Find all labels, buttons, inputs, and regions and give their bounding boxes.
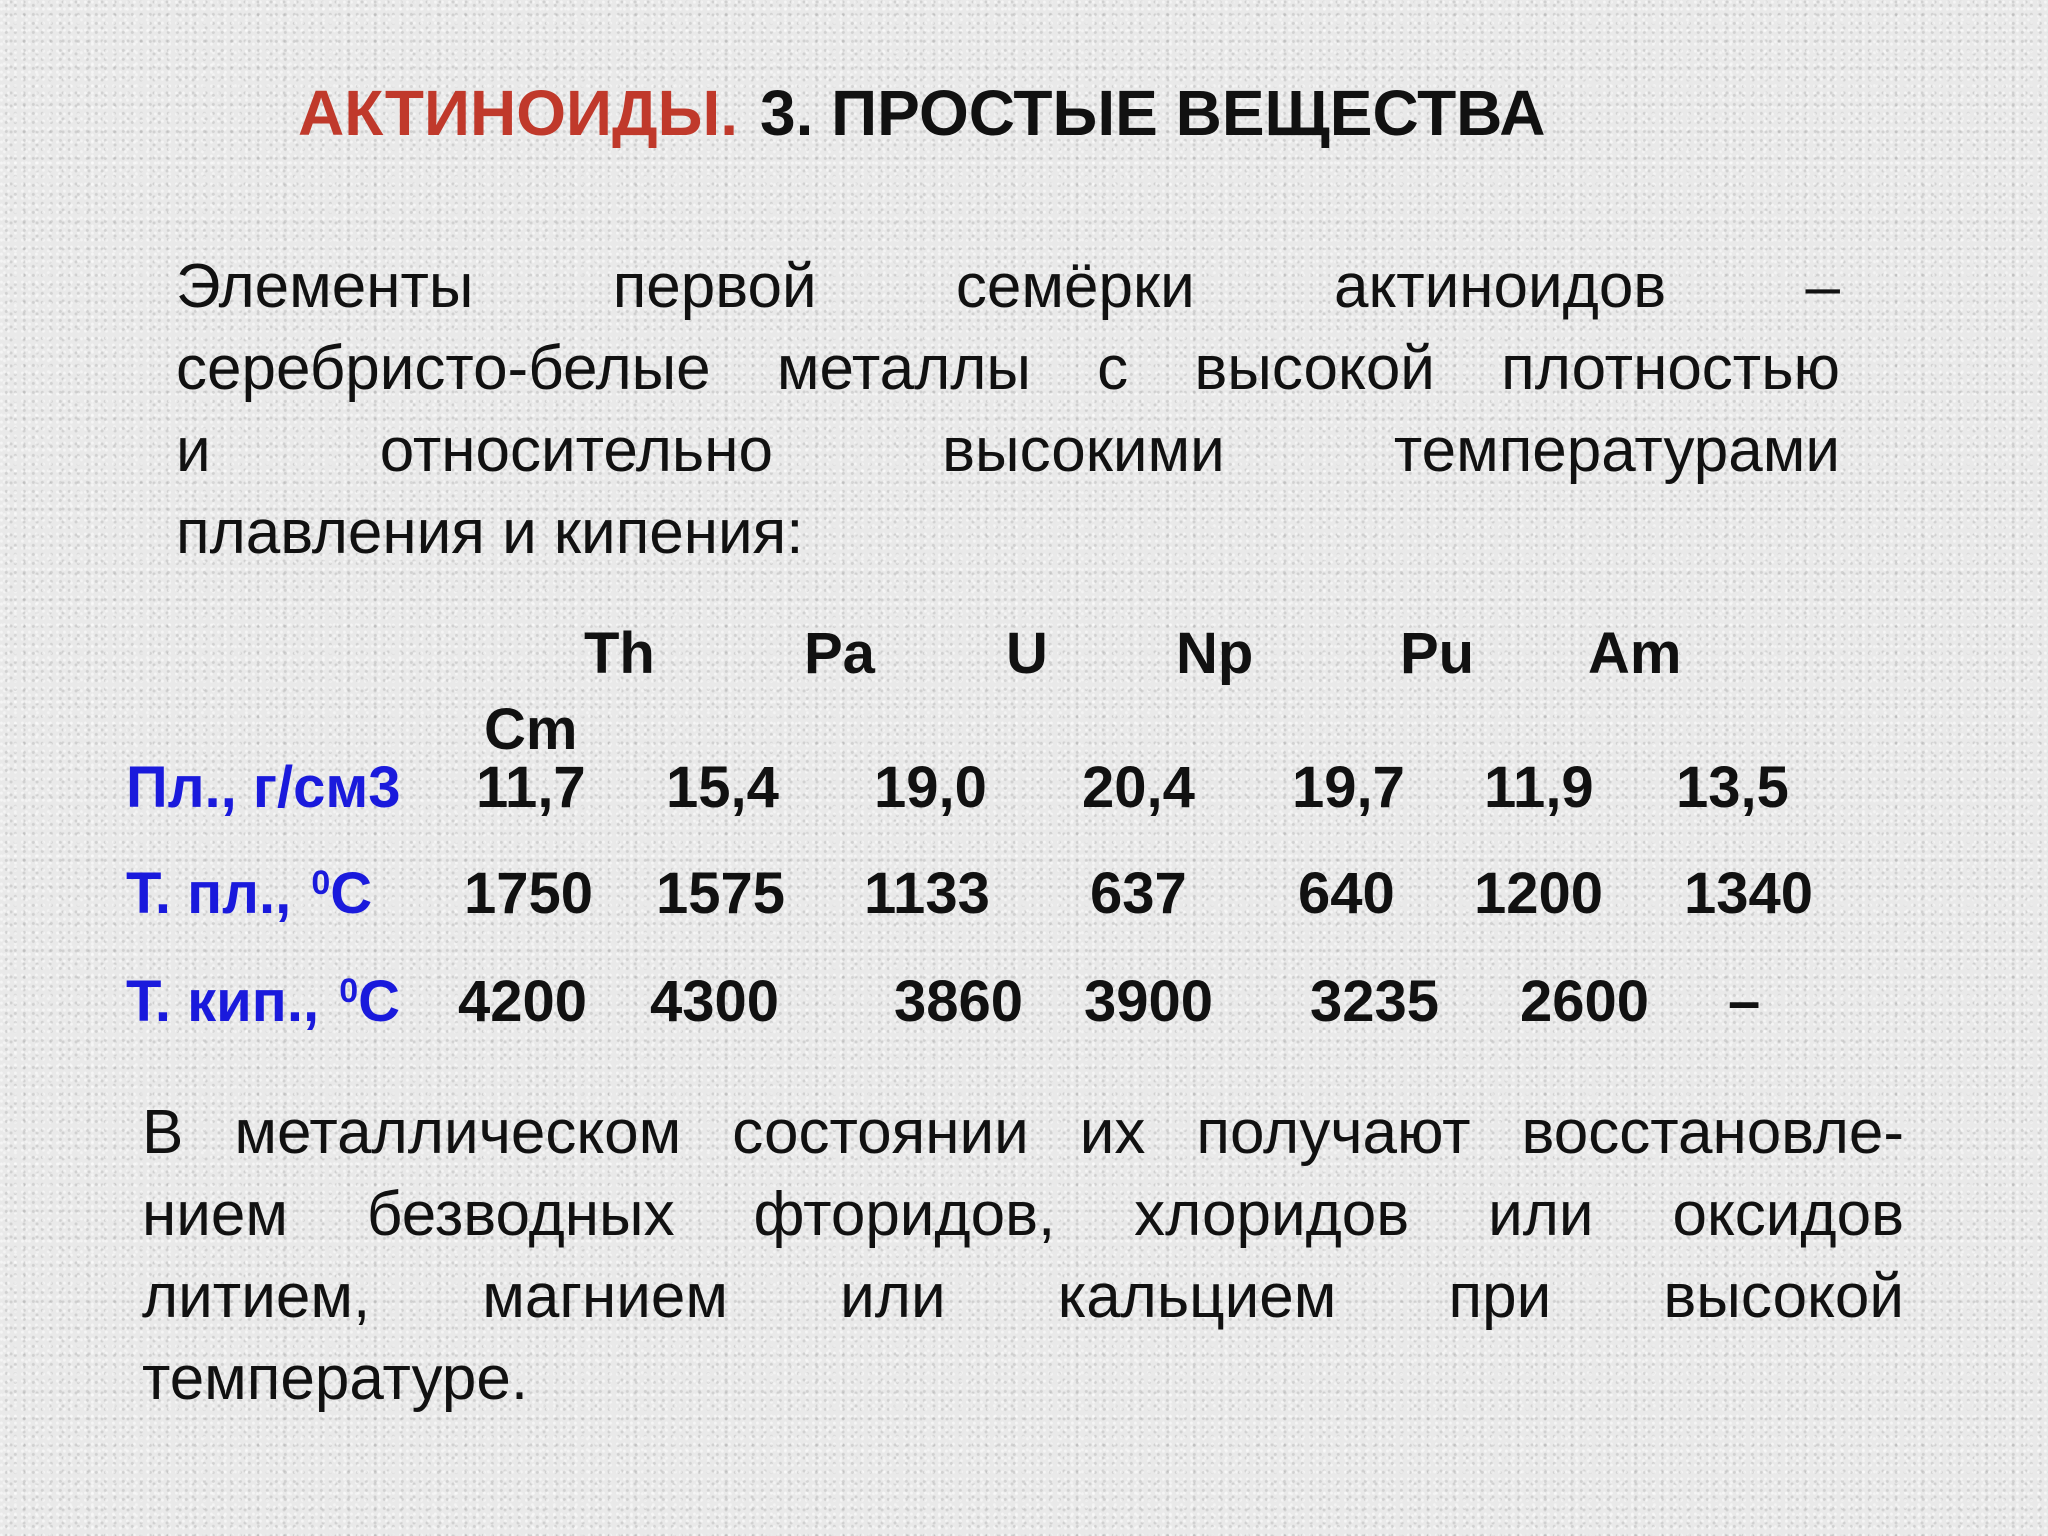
element-symbol: Np [1176, 621, 1254, 686]
melting-point-value: 1575 [656, 861, 786, 926]
element-symbol: Pu [1400, 621, 1475, 686]
density-value: 15,4 [666, 755, 779, 820]
row-label-boiling-point: Т. кип., $^0$С [126, 969, 400, 1034]
intro-line: Элементы первой семёрки актиноидов – [176, 252, 1840, 321]
boiling-point-value: 4300 [650, 969, 780, 1034]
element-symbol: Th [584, 621, 655, 686]
melting-point-value: 1133 [864, 861, 990, 926]
title-rest: 3. ПРОСТЫЕ ВЕЩЕСТВА [760, 77, 1546, 149]
boiling-point-value: 2600 [1520, 969, 1650, 1034]
density-value: 19,7 [1292, 755, 1405, 820]
density-value: 20,4 [1082, 755, 1195, 820]
boiling-point-value: 4200 [458, 969, 588, 1034]
melting-point-value: 640 [1298, 861, 1395, 926]
melting-point-value: 1340 [1684, 861, 1814, 926]
row-label-melting-point: Т. пл., $^0$С [126, 861, 373, 926]
outro-line: В металлическом состоянии их получают восстановле- [142, 1098, 1904, 1167]
element-symbol: U [1006, 621, 1048, 686]
outro-paragraph [142, 1092, 1904, 1420]
boiling-point-value: 3900 [1084, 969, 1214, 1034]
outro-line: температуре. [142, 1344, 529, 1413]
melting-point-value: 1750 [464, 861, 594, 926]
density-value: 19,0 [874, 755, 987, 820]
melting-point-value: 637 [1090, 861, 1187, 926]
element-symbol: Pa [804, 621, 875, 686]
row-label-density: Пл., г/см3 [126, 755, 401, 820]
outro-line: литием, магнием или кальцием при высокой [142, 1262, 1904, 1331]
boiling-point-value: 3860 [894, 969, 1024, 1034]
boiling-point-value: – [1728, 969, 1761, 1034]
intro-line: серебристо-белые металлы с высокой плотностью [176, 334, 1840, 403]
density-value: 13,5 [1676, 755, 1789, 820]
intro-line: и относительно высокими температурами [176, 416, 1840, 485]
outro-line: нием безводных фторидов, хлоридов или оксидов [142, 1180, 1904, 1249]
slide-title [298, 76, 1545, 150]
intro-paragraph [176, 246, 1840, 574]
element-symbol: Cm [484, 697, 578, 762]
element-symbol: Am [1588, 621, 1682, 686]
density-value: 11,9 [1484, 755, 1594, 820]
intro-line: плавления и кипения: [176, 498, 804, 567]
boiling-point-value: 3235 [1310, 969, 1440, 1034]
melting-point-value: 1200 [1474, 861, 1604, 926]
density-value: 11,7 [476, 755, 586, 820]
title-accent: АКТИНОИДЫ. [298, 77, 738, 149]
